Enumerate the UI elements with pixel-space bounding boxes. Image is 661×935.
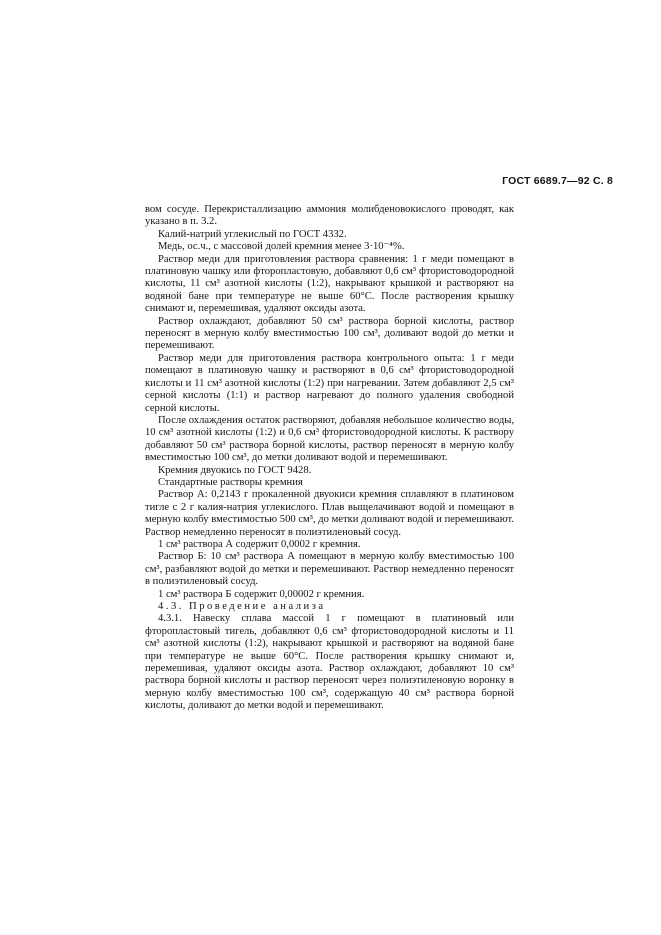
document-body [145,204,514,713]
paragraph: 1 см³ раствора Б содержит 0,00002 г кремния. [158,588,365,600]
paragraph: Раствор А: 0,2143 г прокаленной двуокиси кремния сплавляют в платиновом тигле с 2 г калия-натрия углекислого. Плав выщелачивают водой и помещают в мерную колбу вместимостью 500 см³, до метки доливают водой и перемешивают. Раствор немедленно переносят в полиэтиленовый сосуд. [145,489,514,538]
paragraph: Раствор меди для приготовления раствора контрольного опыта: 1 г меди помещают в платиновую чашку и растворяют в 0,6 см³ фтористоводородной кислоты и 11 см³ азотной кислоты (1:2) при нагревании. Затем добавляют 2,5 см³ серной кислоты (1:1) и раствор нагревают до полного удаления свободной серной кислоты. [145,352,514,414]
paragraph: Раствор охлаждают, добавляют 50 см³ раствора борной кислоты, раствор переносят в мерную колбу вместимостью 100 см³, доливают водой до метки и перемешивают. [145,315,514,352]
section-heading: 4.3. Проведение анализа [158,601,326,612]
section-heading: Стандартные растворы кремния [158,476,303,488]
paragraph: вом сосуде. Перекристаллизацию аммония молибденовокислого проводят, как указано в п. 3.2. [145,204,514,228]
paragraph: 1 см³ раствора А содержит 0,0002 г кремния. [158,538,361,550]
paragraph: Раствор Б: 10 см³ раствора А помещают в мерную колбу вместимостью 100 см³, разбавляют водой до метки и перемешивают. Раствор немедленно переносят в полиэтиленовый сосуд. [145,551,514,588]
paragraph: После охлаждения остаток растворяют, добавляя небольшое количество воды, 10 см³ азотной кислоты (1:2) и 0,6 см³ фтористоводородной кислоты. К раствору добавляют 50 см³ раствора борной кислоты, раствор переносят в мерную колбу вместимостью 100 см³, до метки доливают водой и перемешивают. [145,414,514,464]
paragraph: Медь, ос.ч., с массовой долей кремния менее 3·10⁻⁴%. [158,241,405,253]
page-header: ГОСТ 6689.7—92 С. 8 [502,175,613,187]
paragraph: 4.3.1. Навеску сплава массой 1 г помещают в платиновый или фторопластовый тигель, добавляют 0,6 см³ фтористоводородной кислоты и 11 см³ азотной кислоты (1:2), накрывают крышкой и растворяют на водяной бане при температуре не выше 60°С. После растворения крышку снимают и, перемешивая, удаляют оксиды азота. Раствор охлаждают, добавляют 10 см³ раствора борной кислоты и раствор переносят через полиэтиленовую воронку в мерную колбу вместимостью 100 см³, содержащую 40 см³ раствора борной кислоты, доливают до метки водой и перемешивают. [145,613,514,712]
paragraph: Калий-натрий углекислый по ГОСТ 4332. [158,228,347,240]
paragraph: Раствор меди для приготовления раствора сравнения: 1 г меди помещают в платиновую чашку или фторопластовую, добавляют 0,6 см³ фтористоводородной кислоты, 11 см³ азотной кислоты (1:2), накрывают крышкой и растворяют на водяной бане при температуре не выше 60°С. После растворения крышку снимают и, перемешивая, удаляют оксиды азота. [145,253,514,315]
paragraph: Кремния двуокись по ГОСТ 9428. [158,464,312,476]
